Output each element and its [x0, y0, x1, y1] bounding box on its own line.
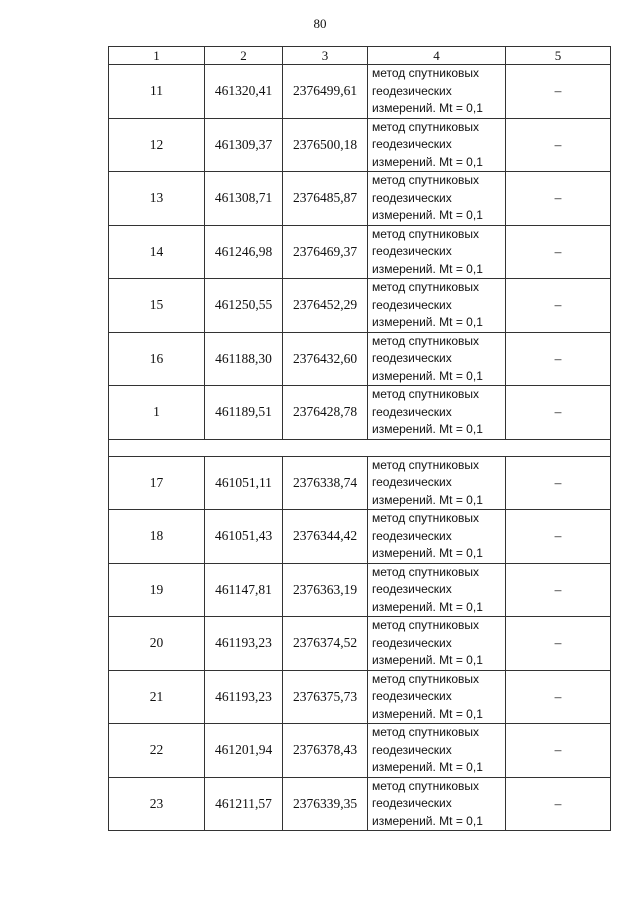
y-coordinate-cell: 2376344,42	[283, 510, 368, 564]
point-number-cell: 17	[109, 456, 205, 510]
column-header-4: 4	[368, 47, 506, 65]
table-row	[109, 670, 611, 724]
note-cell: –	[506, 510, 611, 564]
x-coordinate-cell: 461188,30	[205, 332, 283, 386]
method-line: метод спутниковых	[372, 387, 480, 401]
y-coordinate-cell: 2376339,35	[283, 777, 368, 831]
method-line: измерений. Mt = 0,1	[372, 706, 483, 721]
x-coordinate-cell: 461051,43	[205, 510, 283, 564]
y-coordinate-cell: 2376432,60	[283, 332, 368, 386]
x-coordinate-cell: 461308,71	[205, 172, 283, 226]
method-cell	[368, 65, 506, 119]
note-cell: –	[506, 65, 611, 119]
note-cell: –	[506, 172, 611, 226]
method-line: измерений. Mt = 0,1	[372, 422, 483, 436]
method-line: геодезических	[372, 404, 452, 419]
note-cell: –	[506, 225, 611, 279]
note-cell: –	[506, 332, 611, 386]
x-coordinate-cell: 461211,57	[205, 777, 283, 831]
method-line: метод спутниковых	[372, 564, 480, 579]
method-cell	[368, 279, 506, 333]
y-coordinate-cell: 2376375,73	[283, 670, 368, 724]
method-line: геодезических	[372, 83, 452, 98]
note-cell: –	[506, 386, 611, 440]
x-coordinate-cell: 461320,41	[205, 65, 283, 119]
method-line: метод спутниковых	[372, 457, 480, 472]
y-coordinate-cell: 2376374,52	[283, 617, 368, 671]
point-number-cell: 1	[109, 386, 205, 440]
method-cell	[368, 777, 506, 831]
method-line: метод спутниковых	[372, 725, 480, 739]
point-number-cell: 22	[109, 724, 205, 778]
y-coordinate-cell: 2376499,61	[283, 65, 368, 119]
point-number-cell: 18	[109, 510, 205, 564]
method-line: геодезических	[372, 528, 452, 543]
x-coordinate-cell: 461189,51	[205, 386, 283, 440]
method-line: геодезических	[372, 796, 452, 810]
x-coordinate-cell: 461147,81	[205, 563, 283, 617]
table-row	[109, 617, 611, 671]
x-coordinate-cell: 461309,37	[205, 118, 283, 172]
method-line: измерений. Mt = 0,1	[372, 653, 483, 667]
method-line: измерений. Mt = 0,1	[372, 315, 483, 329]
method-line: геодезических	[372, 137, 452, 151]
method-cell	[368, 563, 506, 617]
method-cell	[368, 225, 506, 279]
method-cell	[368, 332, 506, 386]
method-line: метод спутниковых	[372, 671, 480, 686]
y-coordinate-cell: 2376485,87	[283, 172, 368, 226]
table-row	[109, 172, 611, 226]
table-row	[109, 563, 611, 617]
method-cell	[368, 456, 506, 510]
method-line: измерений. Mt = 0,1	[372, 154, 483, 169]
method-line: геодезических	[372, 297, 452, 312]
method-line: метод спутниковых	[372, 333, 480, 348]
column-header-5: 5	[506, 47, 611, 65]
point-number-cell: 20	[109, 617, 205, 671]
table-row	[109, 456, 611, 510]
column-header-3: 3	[283, 47, 368, 65]
point-number-cell: 19	[109, 563, 205, 617]
point-number-cell: 15	[109, 279, 205, 333]
method-cell	[368, 617, 506, 671]
method-cell	[368, 510, 506, 564]
method-line: измерений. Mt = 0,1	[372, 368, 483, 383]
table-body-group-b	[109, 456, 611, 831]
y-coordinate-cell: 2376338,74	[283, 456, 368, 510]
method-line: метод спутниковых	[372, 511, 480, 525]
table-row	[109, 279, 611, 333]
method-line: геодезических	[372, 635, 452, 650]
method-line: геодезических	[372, 351, 452, 365]
y-coordinate-cell: 2376500,18	[283, 118, 368, 172]
method-line: измерений. Mt = 0,1	[372, 599, 483, 614]
method-line: геодезических	[372, 475, 452, 489]
method-line: геодезических	[372, 244, 452, 258]
method-line: геодезических	[372, 742, 452, 757]
point-number-cell: 12	[109, 118, 205, 172]
table-row	[109, 118, 611, 172]
method-line: измерений. Mt = 0,1	[372, 492, 483, 507]
table-header-row	[109, 47, 611, 65]
method-line: измерений. Mt = 0,1	[372, 261, 483, 276]
method-line: геодезических	[372, 582, 452, 596]
point-number-cell: 16	[109, 332, 205, 386]
table-row	[109, 332, 611, 386]
point-number-cell: 13	[109, 172, 205, 226]
separator-row	[109, 439, 611, 456]
point-number-cell: 14	[109, 225, 205, 279]
note-cell: –	[506, 777, 611, 831]
point-number-cell: 23	[109, 777, 205, 831]
method-cell	[368, 118, 506, 172]
method-line: метод спутниковых	[372, 173, 480, 187]
point-number-cell: 11	[109, 65, 205, 119]
method-line: измерений. Mt = 0,1	[372, 208, 483, 222]
x-coordinate-cell: 461193,23	[205, 617, 283, 671]
column-header-1: 1	[109, 47, 205, 65]
y-coordinate-cell: 2376428,78	[283, 386, 368, 440]
column-header-2: 2	[205, 47, 283, 65]
note-cell: –	[506, 279, 611, 333]
table-row	[109, 724, 611, 778]
method-cell	[368, 670, 506, 724]
note-cell: –	[506, 563, 611, 617]
table-body-group-a	[109, 65, 611, 440]
method-cell	[368, 172, 506, 226]
x-coordinate-cell: 461201,94	[205, 724, 283, 778]
page-number: 80	[313, 16, 327, 31]
point-number-cell: 21	[109, 670, 205, 724]
y-coordinate-cell: 2376452,29	[283, 279, 368, 333]
note-cell: –	[506, 617, 611, 671]
table-row	[109, 225, 611, 279]
method-line: метод спутниковых	[372, 66, 480, 80]
coordinates-table	[108, 46, 611, 831]
y-coordinate-cell: 2376378,43	[283, 724, 368, 778]
note-cell: –	[506, 724, 611, 778]
table-separator	[109, 439, 611, 456]
method-line: измерений. Mt = 0,1	[372, 760, 483, 774]
y-coordinate-cell: 2376363,19	[283, 563, 368, 617]
table-row	[109, 65, 611, 119]
x-coordinate-cell: 461250,55	[205, 279, 283, 333]
method-line: геодезических	[372, 190, 452, 205]
table-row	[109, 510, 611, 564]
method-line: метод спутниковых	[372, 280, 480, 294]
method-line: метод спутниковых	[372, 618, 480, 632]
method-line: метод спутниковых	[372, 778, 480, 793]
method-cell	[368, 724, 506, 778]
method-cell	[368, 386, 506, 440]
y-coordinate-cell: 2376469,37	[283, 225, 368, 279]
note-cell: –	[506, 670, 611, 724]
x-coordinate-cell: 461051,11	[205, 456, 283, 510]
x-coordinate-cell: 461246,98	[205, 225, 283, 279]
method-line: измерений. Mt = 0,1	[372, 546, 483, 560]
method-line: измерений. Mt = 0,1	[372, 813, 483, 828]
separator-cell	[109, 439, 611, 456]
x-coordinate-cell: 461193,23	[205, 670, 283, 724]
method-line: метод спутниковых	[372, 226, 480, 241]
method-line: геодезических	[372, 689, 452, 703]
method-line: метод спутниковых	[372, 119, 480, 134]
note-cell: –	[506, 118, 611, 172]
method-line: измерений. Mt = 0,1	[372, 101, 483, 115]
table-row	[109, 777, 611, 831]
table-row	[109, 386, 611, 440]
note-cell: –	[506, 456, 611, 510]
